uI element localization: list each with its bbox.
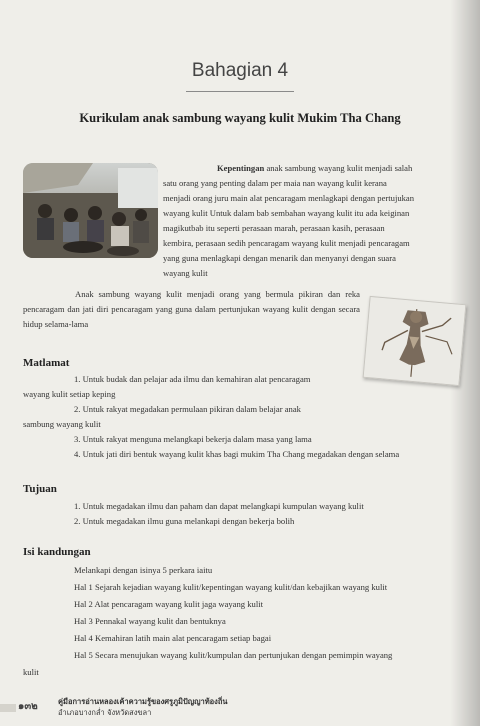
section-heading-isi-kandungan: Isi kandungan: [23, 546, 91, 558]
list-item: 4. Untuk jati diri bentuk wayang kulit khas bagi mukim Tha Chang megadakan dengan selama: [74, 449, 400, 459]
intro-line: kembira, perasaan sedih pencaragam wayang kulit menjadi pencaragam: [163, 238, 410, 248]
list-item: Hal 2 Alat pencaragam wayang kulit jaga wayang kulit: [74, 599, 263, 609]
page-footer: [0, 694, 480, 726]
intro-line: magikutbab itu seperti perasaan marah, perasaan kasih, perasaan: [163, 223, 385, 233]
intro-line: yang guna menlagkapi dengan menarik dan menyanyi dengan suara: [163, 253, 396, 263]
chapter-heading: Bahagian 4: [191, 60, 289, 81]
intro-line: menjadi orang juru main alat pencaragam menlagkapi dengan pertujukan: [163, 193, 415, 203]
page-number-bar: [0, 704, 16, 712]
list-item: 1. Untuk budak dan pelajar ada ilmu dan kemahiran alat pencaragam: [74, 374, 311, 384]
intro-line: anak sambung wayang kulit menjadi salah: [266, 163, 413, 173]
tujuan-list: [23, 499, 456, 529]
list-item: Hal 5 Secara menujukan wayang kulit/kumpulan dan pertunjukan dengan pemimpin wayang: [74, 650, 393, 660]
list-item: Melankapi dengan isinya 5 perkara iaitu: [74, 565, 213, 575]
section-heading-tujuan: Tujuan: [23, 483, 57, 495]
intro-keyword: Kepentingan: [217, 163, 265, 173]
musicians-photo-illustration: [23, 163, 158, 258]
list-item: 3. Untuk rakyat menguna melangkapi bekerja dalam masa yang lama: [74, 434, 312, 444]
list-item: Hal 3 Pennakal wayang kulit dan bentuknya: [74, 616, 226, 626]
intro-line: wayang kulit Untuk dalam bab sembahan wayang kulit itu ada keiginan: [163, 208, 410, 218]
list-item: 2. Untuk rakyat megadakan permulaan pikiran dalam belajar anak: [74, 404, 301, 414]
intro-line: satu orang yang penting dalam per maia nan wayang kulit kerana: [163, 178, 387, 188]
list-item: 1. Untuk megadakan ilmu dan paham dan dapat melangkapi kumpulan wayang kulit: [74, 501, 364, 511]
list-item: 2. Untuk megadakan ilmu guna melankapi dengan bekerja bolih: [74, 516, 295, 526]
isi-kandungan-list: [23, 562, 456, 681]
footer-book-title: คู่มือการอ่านหลองเค้าความรู้ของศรูภูมิปัญญาท้องถิ่น: [58, 697, 228, 706]
page-number: ๑๓๒: [18, 701, 38, 712]
list-item: Hal 4 Kemahiran latih main alat pencaragam setiap bagai: [74, 633, 272, 643]
intro-paragraph: [163, 161, 456, 281]
list-item: kulit: [23, 667, 39, 677]
intro-line: wayang kulit: [163, 268, 208, 278]
section-heading-matlamat: Matlamat: [23, 357, 70, 369]
list-item: Hal 1 Sejarah kejadian wayang kulit/kepentingan wayang kulit/dan kebajikan wayang kulit: [74, 582, 388, 592]
matlamat-list: [23, 372, 456, 462]
footer-location: อำเภอบางกล่ำ จังหวัดสงขลา: [58, 708, 152, 717]
list-item: wayang kulit setiap keping: [23, 389, 116, 399]
page-title: Kurikulam anak sambung wayang kulit Mukim Tha Chang: [79, 111, 401, 125]
musicians-photo: [23, 163, 158, 258]
list-item: sambung wayang kulit: [23, 419, 101, 429]
second-paragraph: [23, 287, 360, 332]
second-paragraph-text: Anak sambung wayang kulit menjadi orang yang bermula pikiran dan reka pencaragam dan jati diri pencaragam yang guna dalam pertunjukan wayang kulit dengan secara hidup selama-lama: [23, 289, 360, 329]
heading-divider: [186, 91, 294, 92]
